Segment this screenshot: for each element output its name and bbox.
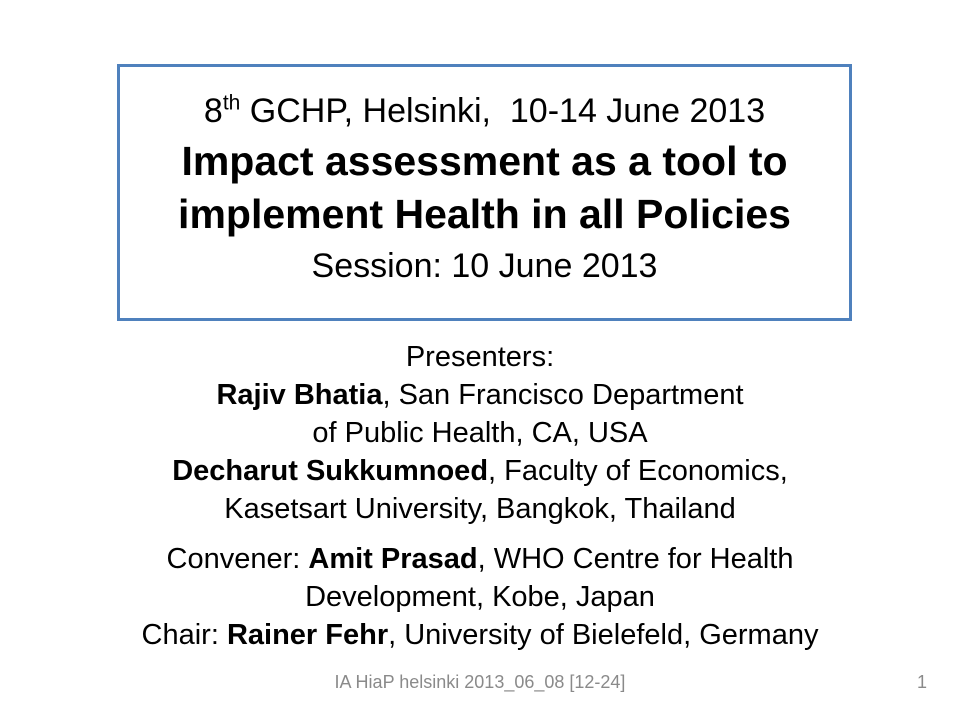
convener-line-2: Development, Kobe, Japan: [305, 581, 655, 613]
presenter-2-name: Decharut Sukkumnoed: [172, 455, 489, 487]
presenters-heading: Presenters:: [405, 341, 555, 373]
presenter-2-line-1: [0, 452, 960, 490]
conference-number: 8: [203, 92, 223, 130]
presenter-1-name: Rajiv Bhatia: [216, 379, 383, 411]
chair-line: [0, 616, 960, 654]
roles-block: [0, 540, 960, 654]
title-main-line-1: Impact assessment as a tool to: [181, 138, 788, 184]
presenter-1-affiliation: , San Francisco Department: [382, 379, 744, 411]
body-text-block: [0, 338, 960, 654]
ordinal-superscript: th: [222, 91, 241, 115]
convener-name: Amit Prasad: [308, 543, 478, 575]
presenter-1-line-2: of Public Health, CA, USA: [312, 417, 648, 449]
chair-label: Chair:: [141, 619, 227, 651]
chair-name: Rainer Fehr: [226, 619, 389, 651]
title-line-conference: [120, 87, 849, 135]
conference-name-date: GCHP, Helsinki, 10-14 June 2013: [240, 92, 766, 130]
presenter-2-line-2: Kasetsart University, Bangkok, Thailand: [224, 493, 736, 525]
page-number: 1: [916, 672, 927, 692]
footer-text: IA HiaP helsinki 2013_06_08 [12-24]: [334, 672, 626, 692]
presenter-2-affiliation: , Faculty of Economics,: [488, 455, 788, 487]
presenter-1-line-1: [0, 376, 960, 414]
presenters-block: [0, 338, 960, 528]
title-main-line-2: implement Health in all Policies: [178, 191, 791, 237]
convener-line-1: [0, 540, 960, 578]
convener-affiliation: , WHO Centre for Health: [477, 543, 794, 575]
title-box: [117, 64, 852, 321]
convener-label: Convener:: [166, 543, 309, 575]
chair-affiliation: , University of Bielefeld, Germany: [388, 619, 819, 651]
title-session-line: Session: 10 June 2013: [311, 247, 658, 285]
